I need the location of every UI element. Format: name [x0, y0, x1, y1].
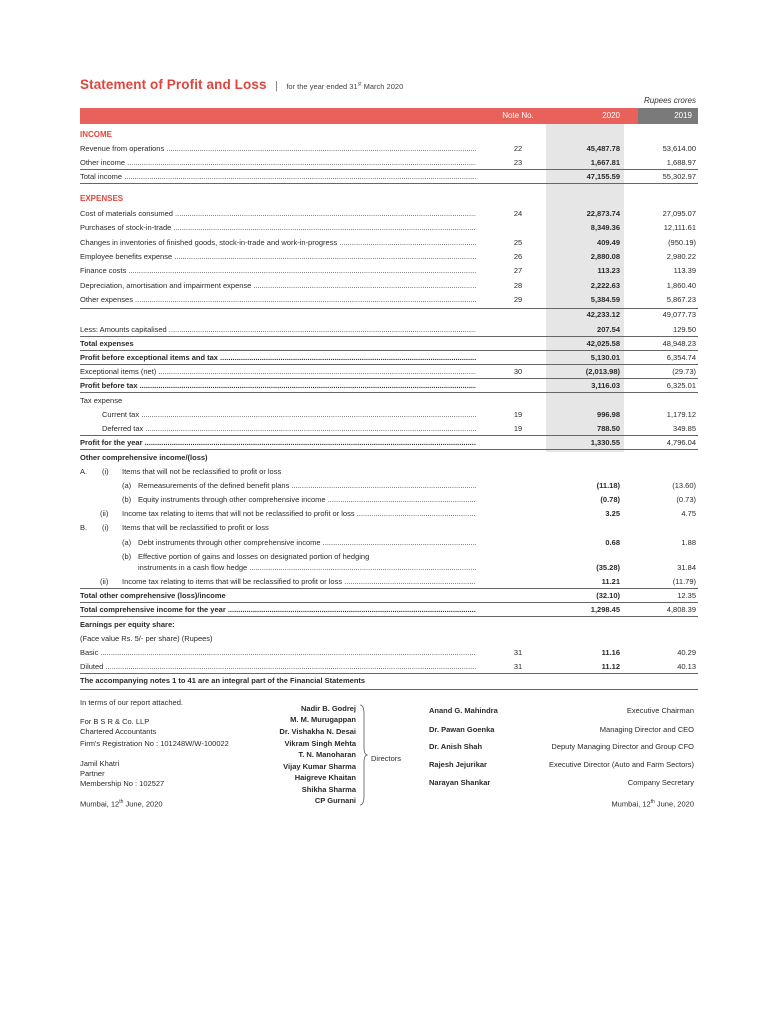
director-name: CP Gurnani — [314, 796, 356, 805]
officer-name: Rajesh Jejurikar — [429, 760, 487, 769]
terms-text: In terms of our report attached. — [80, 698, 183, 707]
table-row: 42,233.12 49,077.73 — [586, 310, 696, 319]
table-row: Total income ..... 47,155.59 55,302.97 — [80, 171, 698, 184]
section-expenses: EXPENSES — [80, 194, 124, 203]
table-row: Tax expense — [80, 396, 123, 405]
table-row: (ii) Income tax relating to items that will not be reclassified to profit or loss ..... 3.25 4.75 — [80, 508, 698, 520]
director-name: Nadir B. Godrej — [300, 704, 356, 713]
board-place-date: Mumbai, 12th June, 2020 — [611, 799, 694, 809]
partner-role: Partner — [80, 769, 105, 778]
table-row: (ii) Income tax relating to items that will be reclassified to profit or loss ..... 11.21 (11.79) — [80, 576, 698, 589]
section-income: INCOME — [80, 130, 112, 139]
table-row: instruments in a cash flow hedge ..... (35.28) 31.84 — [80, 562, 698, 574]
col-2019-header-cell — [638, 108, 698, 124]
table-row: Deferred tax ..... 19 788.50 349.85 — [80, 423, 698, 436]
table-row: Depreciation, amortisation and impairment expense ..... 28 2,222.63 1,860.40 — [80, 280, 698, 292]
table-row: Profit before tax ..... 3,116.03 6,325.01 — [80, 380, 698, 393]
officer-title: Executive Chairman — [626, 706, 694, 715]
director-name: Haigreve Khaitan — [294, 773, 356, 782]
table-row: Other expenses ..... 29 5,384.59 5,867.23 — [80, 294, 698, 306]
table-row: Earnings per equity share: — [80, 620, 175, 629]
table-row: (b) Equity instruments through other comprehensive income ..... (0.78) (0.73) — [80, 494, 698, 506]
table-row: (b) Effective portion of gains and losses on designated portion of hedging — [122, 552, 370, 561]
table-row: B. (i) Items that will be reclassified to profit or loss — [80, 523, 269, 532]
divider — [80, 689, 698, 690]
table-row: Finance costs ..... 27 113.23 113.39 — [80, 265, 698, 277]
table-row: (a) Remeasurements of the defined benefit plans ..... (11.18) (13.60) — [80, 480, 698, 492]
table-row: Purchases of stock-in-trade ..... 8,349.36 12,111.61 — [80, 222, 698, 234]
table-row: Profit for the year ..... 1,330.55 4,796.04 — [80, 437, 698, 450]
officer-name: Dr. Pawan Goenka — [429, 725, 495, 734]
officer-name: Dr. Anish Shah — [429, 742, 483, 751]
footnote: The accompanying notes 1 to 41 are an integral part of the Financial Statements — [80, 676, 366, 685]
membership-no: Membership No : 102527 — [80, 779, 165, 788]
page-title: Statement of Profit and Loss — [80, 77, 267, 92]
director-name: Vijay Kumar Sharma — [283, 762, 356, 771]
units-label: Rupees crores — [643, 96, 696, 105]
page-subtitle: for the year ended 31st March 2020 — [286, 81, 404, 91]
firm-registration: Firm's Registration No : 101248W/W-100022 — [80, 739, 229, 748]
officer-title: Executive Director (Auto and Farm Sectors) — [548, 760, 694, 769]
officer-name: Anand G. Mahindra — [429, 706, 498, 715]
director-name: Shikha Sharma — [301, 785, 356, 794]
auditor-place-date: Mumbai, 12th June, 2020 — [80, 799, 163, 809]
table-row: Exceptional items (net) ..... 30 (2,013.98) (29.73) — [80, 366, 698, 379]
firm-name: For B S R & Co. LLP — [80, 717, 150, 726]
table-row: Profit before exceptional items and tax ..... 5,130.01 6,354.74 — [80, 352, 698, 365]
table-row: Cost of materials consumed ..... 24 22,873.74 27,095.07 — [80, 208, 698, 220]
table-row: Changes in inventories of finished goods, stock-in-trade and work-in-progress ..... 25 409.49 (950.19) — [80, 237, 698, 249]
col-note-header: Note No. — [502, 111, 534, 120]
table-row: Less: Amounts capitalised ..... 207.54 129.50 — [80, 324, 698, 337]
table-row: A. (i) Items that will not be reclassified to profit or loss — [80, 467, 282, 476]
directors-brace — [358, 704, 368, 806]
table-row: Basic ..... 31 11.16 40.29 — [80, 647, 698, 659]
director-name: M. M. Murugappan — [290, 715, 356, 724]
title-separator: | — [275, 80, 278, 92]
partner-name: Jamil Khatri — [80, 759, 120, 768]
table-row: Employee benefits expense ..... 26 2,880.08 2,980.22 — [80, 251, 698, 263]
firm-type: Chartered Accountants — [80, 727, 157, 736]
directors-label: Directors — [371, 754, 402, 763]
statement-title-row — [80, 76, 403, 94]
col-2020-header: 2020 — [602, 111, 620, 120]
table-row: Revenue from operations ..... 22 45,487.78 53,614.00 — [80, 143, 698, 155]
table-row: Total other comprehensive (loss)/income (32.10) 12.35 — [80, 590, 698, 603]
director-name: Dr. Vishakha N. Desai — [279, 727, 356, 736]
table-row: Current tax ..... 19 996.98 1,179.12 — [80, 409, 698, 421]
table-row: Other comprehensive income/(loss) — [80, 453, 208, 462]
director-name: T. N. Manoharan — [298, 750, 356, 759]
table-row: Total comprehensive income for the year ..... 1,298.45 4,808.39 — [80, 604, 698, 617]
col-2019-header: 2019 — [674, 111, 692, 120]
officer-title: Company Secretary — [627, 778, 694, 787]
table-header — [80, 108, 698, 124]
table-row: Other income ..... 23 1,667.81 1,688.97 — [80, 157, 698, 170]
officer-name: Narayan Shankar — [429, 778, 491, 787]
table-row: Diluted ..... 31 11.12 40.13 — [80, 661, 698, 674]
officer-title: Managing Director and CEO — [599, 725, 694, 734]
table-row: Total expenses 42,025.58 48,948.23 — [80, 338, 698, 351]
table-row: (Face value Rs. 5/- per share) (Rupees) — [80, 634, 213, 643]
director-name: Vikram Singh Mehta — [284, 739, 356, 748]
officer-title: Deputy Managing Director and Group CFO — [551, 742, 694, 751]
table-row: (a) Debt instruments through other comprehensive income ..... 0.68 1.88 — [80, 537, 698, 549]
